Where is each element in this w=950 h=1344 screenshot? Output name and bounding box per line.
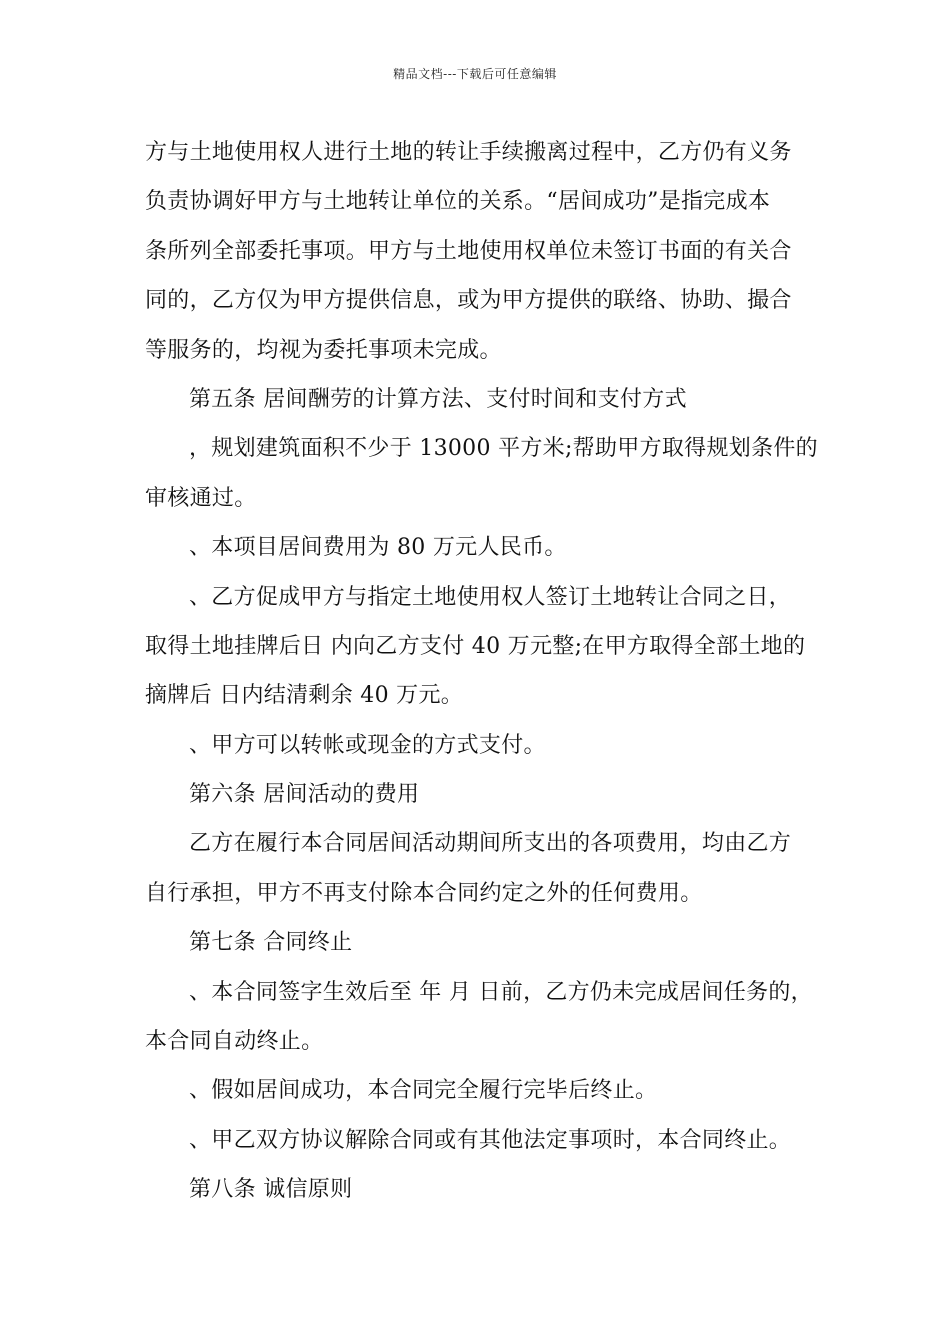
body-line: 、甲乙双方协议解除合同或有其他法定事项时，本合同终止。 [189,1127,792,1153]
section-heading-6: 第六条 居间活动的费用 [189,782,420,808]
body-line: 乙方在履行本合同居间活动期间所支出的各项费用，均由乙方 [189,831,792,857]
page-header: 精品文档---下载后可任意编辑 [393,67,557,81]
body-line: 、假如居间成功，本合同完全履行完毕后终止。 [189,1078,658,1104]
body-line: 自行承担，甲方不再支付除本合同约定之外的任何费用。 [145,880,703,906]
body-line: 负责协调好甲方与土地转让单位的关系。“居间成功”是指完成本 [145,189,771,215]
body-line: 取得土地挂牌后日 内向乙方支付 40 万元整;在甲方取得全部土地的 [145,633,806,659]
section-heading-5: 第五条 居间酬劳的计算方法、支付时间和支付方式 [189,386,687,412]
section-heading-7: 第七条 合同终止 [189,930,353,956]
body-line: 条所列全部委托事项。甲方与土地使用权单位未签订书面的有关合 [145,238,792,264]
body-line: 、乙方促成甲方与指定土地使用权人签订土地转让合同之日， [189,584,792,610]
body-line: 本合同自动终止。 [145,1029,324,1055]
body-line: 、本合同签字生效后至 年 月 日前，乙方仍未完成居间任务的， [189,979,813,1005]
body-line: 同的，乙方仅为甲方提供信息，或为甲方提供的联络、协助、撮合 [145,288,792,314]
body-line: 等服务的，均视为委托事项未完成。 [145,337,502,363]
body-line: 方与土地使用权人进行土地的转让手续搬离过程中，乙方仍有义务 [145,140,792,165]
section-heading-8: 第八条 诚信原则 [189,1177,353,1203]
body-line: 、甲方可以转帐或现金的方式支付。 [189,732,546,758]
body-line: 摘牌后 日内结清剩余 40 万元。 [145,683,464,709]
document-body [145,128,825,1215]
body-line: ，规划建筑面积不少于 13000 平方米;帮助甲方取得规划条件的 [189,436,818,462]
body-line: 、本项目居间费用为 80 万元人民币。 [189,535,567,561]
body-line: 审核通过。 [145,485,257,511]
